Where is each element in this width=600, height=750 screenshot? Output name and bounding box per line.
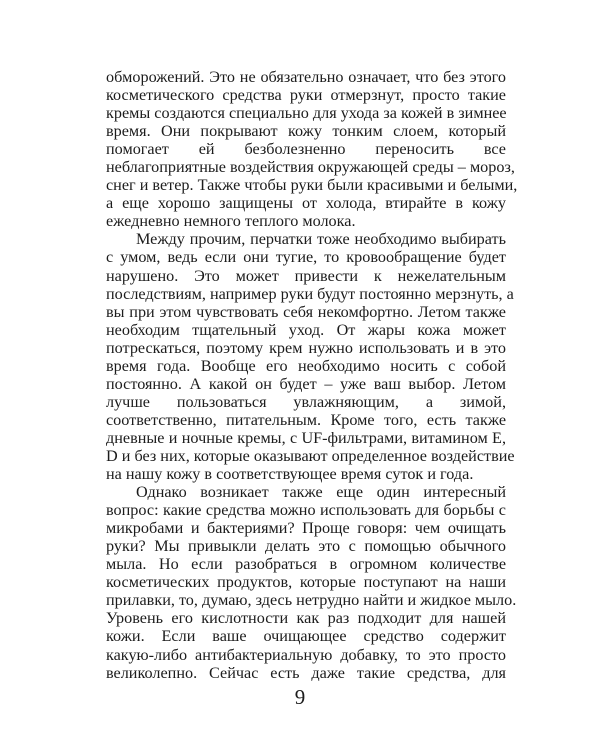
text-line: Между прочим, перчатки тоже необходимо выбирать: [136, 230, 506, 249]
text-line: соответственно, питательным. Кроме того, есть также: [106, 410, 506, 429]
text-line: Уровень его кислотности как раз подходит для нашей: [106, 609, 506, 628]
text-line: ежедневно немного теплого молока.: [106, 212, 356, 231]
text-line: кремы создаются специально для ухода за кожей в зимнее: [106, 104, 507, 123]
text-line: время года. Вообще его необходимо носить с собой: [106, 356, 506, 375]
text-line: лучше пользоваться увлажняющим, а зимой,: [106, 392, 506, 411]
text-line: руки? Мы привыкли делать это с помощью обычного: [106, 537, 506, 556]
text-line: прилавки, то, думаю, здесь нетрудно найти и жидкое мыло.: [106, 591, 517, 610]
text-line: нарушено. Это может привести к нежелательным: [106, 266, 506, 285]
text-line: а еще хорошо защищены от холода, втирайте в кожу: [106, 194, 506, 213]
text-line: Однако возникает также еще один интересный: [136, 483, 506, 502]
text-line: D и без них, которые оказывают определенное воздействие: [106, 446, 515, 465]
text-line: кожи. Если ваше очищающее средство содержит: [106, 627, 506, 646]
text-line: дневные и ночные кремы, с UF-фильтрами, витамином E,: [106, 428, 506, 447]
text-line: на нашу кожу в соответствующее время суток и года.: [106, 465, 474, 484]
text-line: потрескаться, поэтому крем нужно использовать и в это: [106, 338, 506, 357]
text-line: мыла. Но если разобраться в огромном количестве: [106, 555, 506, 574]
text-line: какую-либо антибактериальную добавку, то это просто: [106, 645, 506, 664]
text-line: косметического средства руки отмерзнут, просто такие: [106, 86, 506, 105]
text-line: постоянно. А какой он будет – уже ваш выбор. Летом: [106, 374, 506, 393]
paragraph: [106, 230, 515, 484]
body-text: [106, 68, 518, 682]
text-line: время. Они покрывают кожу тонким слоем, который: [106, 122, 506, 141]
page-number: 9: [294, 685, 306, 709]
text-line: последствиям, например руки будут постоянно мерзнуть, а: [106, 284, 514, 303]
paragraph: [106, 483, 517, 682]
text-line: помогает ей безболезненно переносить все: [106, 140, 506, 159]
paragraph: [106, 68, 518, 231]
text-line: обморожений. Это не обязательно означает, что без этого: [106, 68, 506, 86]
text-line: неблагоприятные воздействия окружающей среды – мороз,: [106, 158, 515, 177]
text-line: необходим тщательный уход. От жары кожа может: [106, 320, 506, 339]
text-line: микробами и бактериями? Проще говоря: чем очищать: [106, 519, 506, 538]
text-line: великолепно. Сейчас есть даже такие средства, для: [106, 663, 506, 682]
text-line: снег и ветер. Также чтобы руки были красивыми и белыми,: [106, 176, 518, 195]
text-line: вы при этом чувствовать себя некомфортно. Летом также: [106, 302, 506, 321]
text-line: вопрос: какие средства можно использовать для борьбы с: [106, 501, 506, 520]
text-line: косметических продуктов, которые поступают на наши: [106, 573, 506, 592]
text-line: с умом, ведь если они тугие, то кровообращение будет: [106, 248, 506, 267]
